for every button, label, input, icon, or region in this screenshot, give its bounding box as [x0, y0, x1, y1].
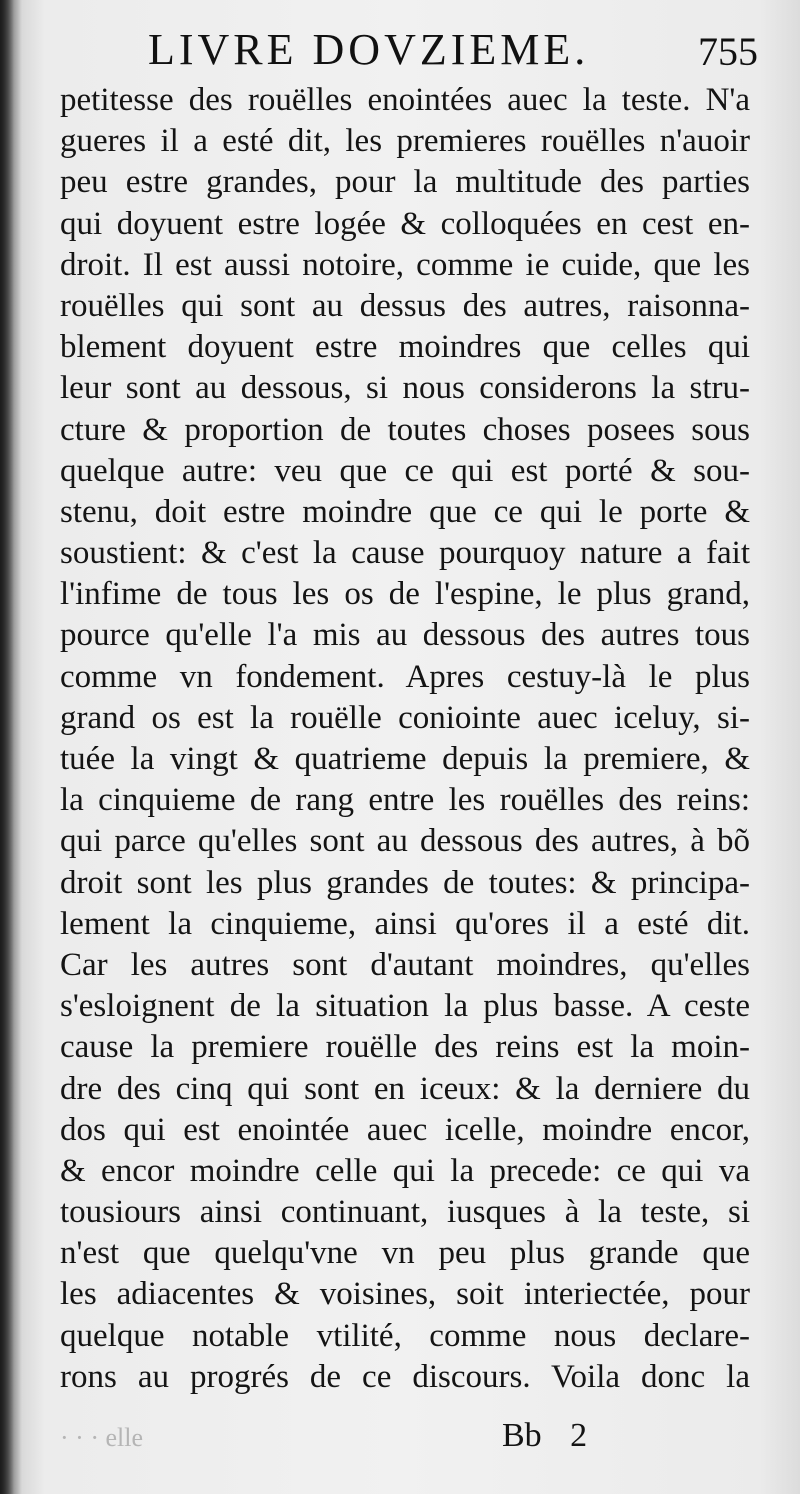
- text-line: grand os est la rouëlle coniointe auec iceluy, si-: [60, 699, 750, 736]
- text-line: blement doyuent estre moindres que celles qui: [60, 329, 750, 366]
- text-line: tousiours ainsi continuant, iusques à la teste, si: [60, 1194, 750, 1231]
- text-line: Car les autres sont d'autant moindres, qu'elles: [60, 946, 750, 983]
- text-line: pource qu'elle l'a mis au dessous des autres tous: [60, 617, 750, 654]
- text-line: soustient: & c'est la cause pourquoy nature a fait: [60, 535, 750, 572]
- text-line: la cinquieme de rang entre les rouëlles des reins:: [60, 782, 750, 819]
- text-line: stenu, doit estre moindre que ce qui le porte &: [60, 493, 750, 530]
- text-line: cture & proportion de toutes choses posees sous: [60, 411, 750, 448]
- text-line: gueres il a esté dit, les premieres rouëlles n'auoir: [60, 123, 750, 160]
- text-line: petitesse des rouëlles enointées auec la teste. N'a: [60, 82, 750, 118]
- page-number: 755: [698, 29, 758, 74]
- text-line: & encor moindre celle qui la precede: ce qui va: [60, 1152, 750, 1189]
- text-line: qui parce qu'elles sont au dessous des autres, à bõ: [60, 823, 750, 860]
- text-line: les adiacentes & voisines, soit interiectée, pour: [60, 1276, 750, 1313]
- text-line: dre des cinq qui sont en iceux: & la derniere du: [60, 1070, 750, 1107]
- text-line: n'est que quelqu'vne vn peu plus grande que: [60, 1235, 750, 1272]
- text-line: comme vn fondement. Apres cestuy-là le plus: [60, 658, 750, 695]
- text-line: tuée la vingt & quatrieme depuis la premiere, &: [60, 741, 750, 777]
- text-line: dos qui est enointée auec icelle, moindre encor,: [60, 1111, 750, 1148]
- text-line: quelque notable vtilité, comme nous declare-: [60, 1317, 750, 1354]
- text-line: leur sont au dessous, si nous considerons la stru-: [60, 370, 750, 407]
- text-line: droit. Il est aussi notoire, comme ie cuide, que les: [60, 246, 750, 283]
- body-text: [60, 80, 750, 1398]
- text-line: qui doyuent estre logée & colloquées en cest en-: [60, 205, 750, 242]
- text-line: lement la cinquieme, ainsi qu'ores il a esté dit.: [60, 905, 750, 942]
- text-line: rouëlles qui sont au dessus des autres, raisonna-: [60, 287, 750, 324]
- running-head: LIVRE DOVZIEME.: [148, 25, 590, 74]
- text-line: peu estre grandes, pour la multitude des parties: [60, 164, 750, 201]
- text-line: quelque autre: veu que ce qui est porté & sou-: [60, 452, 750, 489]
- text-line: droit sont les plus grandes de toutes: & principa-: [60, 864, 750, 901]
- text-line: cause la premiere rouëlle des reins est la moin-: [60, 1029, 750, 1066]
- signature-mark: Bb 2: [502, 1417, 588, 1454]
- bleed-through-text: · · · elle: [60, 1423, 144, 1452]
- text-line: l'infime de tous les os de l'espine, le plus grand,: [60, 576, 750, 613]
- gutter-shadow: [0, 0, 14, 1494]
- text-line: rons au progrés de ce discours. Voila donc la: [60, 1358, 750, 1395]
- text-line: s'esloignent de la situation la plus basse. A ceste: [60, 988, 750, 1025]
